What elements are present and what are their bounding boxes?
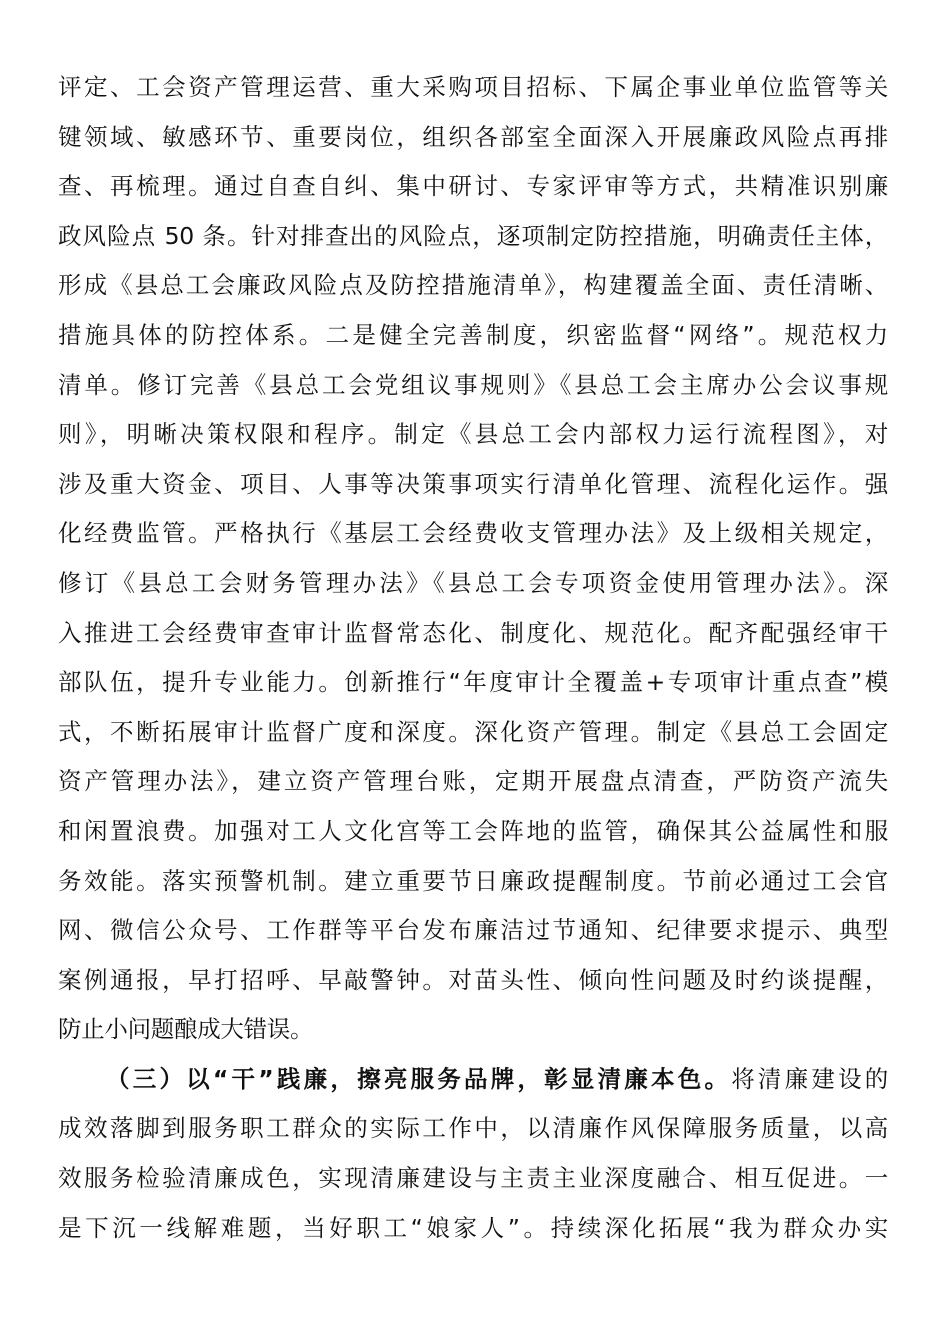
text-line: 防止小问题酿成大错误。 (58, 1015, 314, 1044)
text-line: 网、微信公众号、工作群等平台发布廉洁过节通知、纪律要求提示、典型 (58, 916, 888, 945)
paragraph-risk-control (58, 63, 888, 1055)
text-line: 键领域、敏感环节、重要岗位，组织各部室全面深入开展廉政风险点再排 (58, 122, 888, 151)
text-line: 成效落脚到服务职工群众的实际工作中，以清廉作风保障服务质量，以高 (58, 1114, 888, 1143)
text-line: 评定、工会资产管理运营、重大采购项目招标、下属企事业单位监管等关 (58, 73, 888, 101)
text-line: 修订《县总工会财务管理办法》《县总工会专项资金使用管理办法》。深 (58, 568, 888, 597)
text-line: 务效能。落实预警机制。建立重要节日廉政提醒制度。节前必通过工会官 (58, 866, 888, 895)
paragraph-service-brand (58, 1055, 888, 1253)
text-line: 式，不断拓展审计监督广度和深度。深化资产管理。制定《县总工会固定 (58, 717, 888, 746)
document-page (58, 63, 888, 1253)
text-line: 效服务检验清廉成色，实现清廉建设与主责主业深度融合、相互促进。一 (58, 1164, 888, 1193)
text-line: 清单。修订完善《县总工会党组议事规则》《县总工会主席办公会议事规 (58, 370, 888, 399)
text-line: 案例通报，早打招呼、早敲警钟。对苗头性、倾向性问题及时约谈提醒， (58, 965, 888, 994)
section-heading-line (58, 1055, 888, 1105)
text-line: 查、再梳理。通过自查自纠、集中研讨、专家评审等方式，共精准识别廉 (58, 172, 888, 201)
text-line: 措施具体的防控体系。二是健全完善制度，织密监督“网络”。规范权力 (58, 320, 888, 349)
section-heading: （三）以“干”践廉，擦亮服务品牌，彰显清廉本色。 (106, 1064, 732, 1093)
text-line: 形成《县总工会廉政风险点及防控措施清单》，构建覆盖全面、责任清晰、 (58, 271, 888, 300)
text-line: 资产管理办法》，建立资产管理台账，定期开展盘点清查，严防资产流失 (58, 767, 888, 796)
text-line: 则》，明晰决策权限和程序。制定《县总工会内部权力运行流程图》，对 (58, 420, 888, 449)
heading-line-text: 将清廉建设的 (731, 1064, 888, 1093)
text-line: 是下沉一线解难题，当好职工“娘家人”。持续深化拓展“我为群众办实 (58, 1213, 888, 1242)
text-line: 涉及重大资金、项目、人事等决策事项实行清单化管理、流程化运作。强 (58, 469, 888, 498)
text-line: 和闲置浪费。加强对工人文化宫等工会阵地的监管，确保其公益属性和服 (58, 816, 888, 845)
text-line: 部队伍，提升专业能力。创新推行“年度审计全覆盖+专项审计重点查”模 (58, 668, 888, 697)
text-line: 化经费监管。严格执行《基层工会经费收支管理办法》及上级相关规定， (58, 519, 888, 548)
text-line: 政风险点 50 条。针对排查出的风险点，逐项制定防控措施，明确责任主体， (58, 221, 888, 250)
text-line: 入推进工会经费审查审计监督常态化、制度化、规范化。配齐配强经审干 (58, 618, 888, 647)
